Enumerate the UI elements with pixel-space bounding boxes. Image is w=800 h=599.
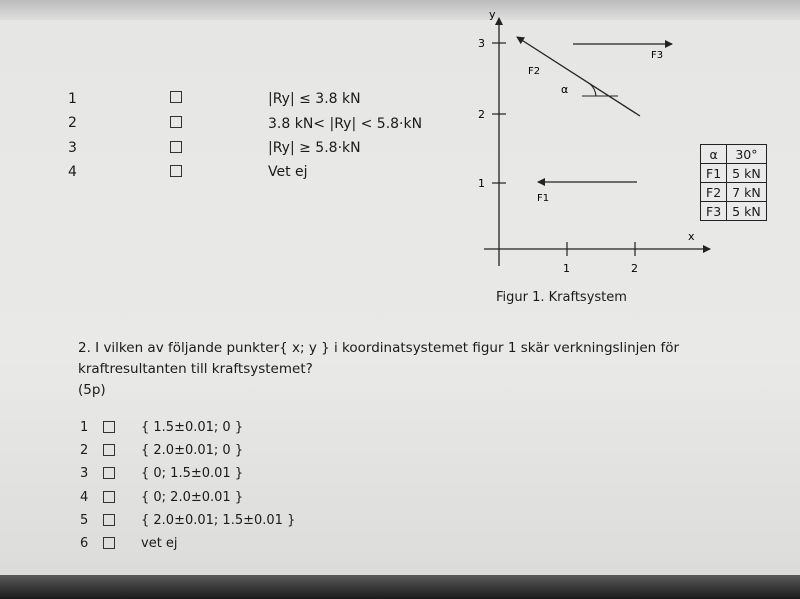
x-tick-label-1: 1	[563, 262, 570, 275]
q1-option-1-number: 1	[68, 91, 77, 107]
force-f1-label: F1	[537, 193, 550, 204]
q2-option-4-number: 4	[80, 490, 89, 505]
table-cell: 7 kN	[727, 183, 767, 202]
angle-alpha-label: α	[561, 83, 569, 96]
table-row	[701, 183, 767, 202]
q1-option-2-text: 3.8 kN< |Ry| < 5.8·kN	[268, 116, 423, 132]
table-cell: F3	[701, 202, 727, 221]
q1-option-4-number: 4	[68, 164, 77, 180]
table-row	[701, 202, 767, 221]
x-tick-label-2: 2	[631, 262, 638, 275]
x-axis-label: x	[688, 230, 695, 243]
q2-option-2-number: 2	[80, 443, 89, 458]
q1-option-1-text: |Ry| ≤ 3.8 kN	[268, 91, 361, 107]
q2-option-5-text: { 2.0±0.01; 1.5±0.01 }	[141, 513, 296, 528]
table-cell: F2	[701, 183, 727, 202]
q1-option-3-checkbox[interactable]	[170, 141, 182, 153]
y-tick-label-2: 2	[478, 108, 485, 121]
q2-option-2-checkbox[interactable]	[103, 444, 115, 456]
q2-option-1-number: 1	[80, 420, 89, 435]
q1-option-4-text: Vet ej	[268, 164, 308, 180]
q1-option-2-checkbox[interactable]	[170, 116, 182, 128]
q2-option-2-text: { 2.0±0.01; 0 }	[141, 443, 244, 458]
figure-caption: Figur 1. Kraftsystem	[496, 290, 627, 305]
q2-option-1-text: { 1.5±0.01; 0 }	[141, 420, 244, 435]
force-f2-label: F2	[528, 66, 541, 77]
table-cell: F1	[701, 164, 727, 183]
force-f3-label: F3	[651, 50, 664, 61]
screen-bezel-bottom	[0, 575, 800, 599]
q2-option-4-checkbox[interactable]	[103, 491, 115, 503]
question2-text: 2. I vilken av följande punkter{ x; y } i koordinatsystemet figur 1 skär verkningslinjen för kraftresultanten till kraftsystemet?	[78, 340, 680, 377]
table-row	[701, 145, 767, 164]
table-cell: 30°	[727, 145, 767, 164]
force-figure	[470, 4, 730, 294]
q2-option-3-number: 3	[80, 466, 89, 481]
question2-points: (5p)	[78, 382, 106, 398]
q2-option-4-text: { 0; 2.0±0.01 }	[141, 490, 244, 505]
q2-option-6-text: vet ej	[141, 536, 178, 551]
table-cell: α	[701, 145, 727, 164]
q2-option-5-number: 5	[80, 513, 89, 528]
table-cell: 5 kN	[727, 202, 767, 221]
table-cell: 5 kN	[727, 164, 767, 183]
q1-option-1-checkbox[interactable]	[170, 91, 182, 103]
q2-option-1-checkbox[interactable]	[103, 421, 115, 433]
q2-option-3-text: { 0; 1.5±0.01 }	[141, 466, 244, 481]
q2-option-6-checkbox[interactable]	[103, 537, 115, 549]
q2-option-5-checkbox[interactable]	[103, 514, 115, 526]
q1-option-2-number: 2	[68, 115, 77, 131]
q2-option-3-checkbox[interactable]	[103, 467, 115, 479]
y-axis-label: y	[489, 8, 496, 21]
y-tick-label-3: 3	[478, 37, 485, 50]
y-tick-label-1: 1	[478, 177, 485, 190]
force-properties-table	[700, 144, 767, 221]
q2-option-6-number: 6	[80, 536, 89, 551]
q1-option-4-checkbox[interactable]	[170, 165, 182, 177]
q1-option-3-number: 3	[68, 140, 77, 156]
table-row	[701, 164, 767, 183]
q1-option-3-text: |Ry| ≥ 5.8·kN	[268, 140, 361, 156]
